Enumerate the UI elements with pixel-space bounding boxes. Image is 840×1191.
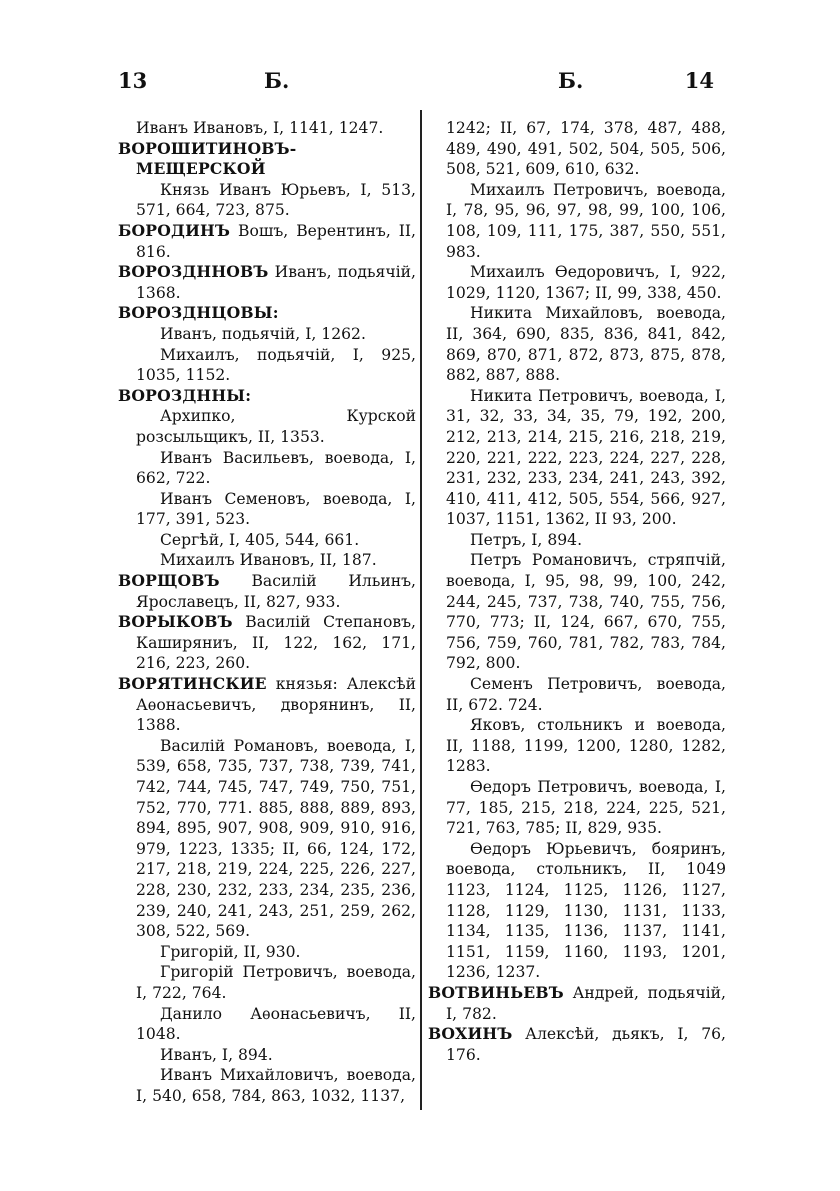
entry-text: Сергѣй, I, 405, 544, 661. xyxy=(160,530,360,549)
page-number-left: 13 xyxy=(118,68,148,93)
entry-headword: ВОРОШИТИНОВЪ-МЕЩЕРСКОЙ xyxy=(118,138,297,179)
entry-text: Григорій Петровичъ, воевода, I, 722, 764. xyxy=(136,963,416,1002)
entry-text: Никита Михайловъ, воевода, II, 364, 690, 835, 836, 841, 842, 869, 870, 871, 872, 873, 875, 878, 882, 887, 888. xyxy=(446,304,726,385)
entry-text: Василій Степановъ, Каширяниъ, II, 122, 162, 171, 216, 223, 260. xyxy=(136,613,416,673)
entry-text: Князь Иванъ Юрьевъ, I, 513, 571, 664, 723, 875. xyxy=(136,180,416,220)
entry-text: 1242; II, 67, 174, 378, 487, 488, 489, 490, 491, 502, 504, 505, 506, 508, 521, 609, 610, 632. xyxy=(446,119,726,179)
index-subentry xyxy=(118,180,416,221)
index-subentry xyxy=(428,180,726,262)
entry-text: Иванъ, подьячій, I, 1262. xyxy=(160,324,366,343)
index-entry xyxy=(118,571,416,612)
entry-text: Андрей, подьячій, I, 782. xyxy=(446,983,726,1023)
index-entry xyxy=(118,262,416,303)
entry-text: Петръ, I, 894. xyxy=(470,530,583,549)
entry-text: князья: Алексѣй Аѳонасьевичъ, дворянинъ, II, 1388. xyxy=(136,675,416,735)
index-subentry xyxy=(428,550,726,674)
entry-text: Ѳедоръ Петровичъ, воевода, I, 77, 185, 215, 218, 224, 225, 521, 721, 763, 785; II, 829, 935. xyxy=(446,778,726,838)
entry-text: Петръ Романовичъ, стряпчій, воевода, I, 95, 98, 99, 100, 242, 244, 245, 737, 738, 740, 755, 756, 770, 773; II, 124, 667, 670, 755, 756, 759, 760, 781, 782, 783, 784, 792, 800. xyxy=(446,551,726,673)
entry-text: Михаилъ Ивановъ, II, 187. xyxy=(160,551,377,570)
index-subentry xyxy=(428,839,726,983)
entry-text: Вошъ, Верентинъ, II, 816. xyxy=(136,221,416,261)
index-entry xyxy=(118,303,416,324)
index-subentry xyxy=(428,303,726,385)
index-subentry xyxy=(428,262,726,303)
index-entry xyxy=(428,983,726,1024)
index-subentry xyxy=(118,550,416,571)
entry-text: Иванъ, I, 894. xyxy=(160,1045,273,1064)
entry-headword: ВОРОЗДННОВЪ xyxy=(118,262,269,282)
entry-text: Иванъ Ивановъ, I, 1141, 1247. xyxy=(136,119,384,137)
entry-text: Семенъ Петровичъ, воевода, II, 672. 724. xyxy=(446,675,726,714)
index-subentry xyxy=(428,715,726,777)
index-subentry xyxy=(118,324,416,345)
index-subentry xyxy=(428,118,726,180)
entry-text: Иванъ Михайловичъ, воевода, I, 540, 658, 784, 863, 1032, 1137, xyxy=(136,1066,416,1105)
entry-text: Никита Петровичъ, воевода, I, 31, 32, 33, 34, 35, 79, 192, 200, 212, 213, 214, 215, 216, 218, 219, 220, 221, 222, 223, 224, 227, 228, 231, 232, 233, 234, 241, 243, 392, 410, 411, 412, 505, 554, 566, 927, 1037, 1151, 1362, II 93, 200. xyxy=(446,386,726,529)
index-entry xyxy=(118,221,416,262)
index-subentry xyxy=(118,1045,416,1066)
index-entry xyxy=(118,386,416,407)
index-subentry xyxy=(428,674,726,715)
entry-text: Данило Аѳонасьевичъ, II, 1048. xyxy=(136,1004,416,1044)
right-column xyxy=(428,118,726,1065)
index-subentry xyxy=(118,530,416,551)
entry-text: Василій Романовъ, воевода, I, 539, 658, 735, 737, 738, 739, 741, 742, 744, 745, 747, 749, 750, 751, 752, 770, 771. 885, 888, 889, 893, 894, 895, 907, 908, 909, 910, 916, 979, 1223, 1335; II, 66, 124, 172, 217, 218, 219, 224, 225, 226, 227, 228, 230, 232, 233, 234, 235, 236, 239, 240, 241, 243, 251, 259, 262, 308, 522, 569. xyxy=(136,736,416,941)
index-subentry xyxy=(118,942,416,963)
index-subentry xyxy=(118,345,416,386)
entry-text: Яковъ, стольникъ и воевода, II, 1188, 1199, 1200, 1280, 1282, 1283. xyxy=(446,716,726,776)
entry-text: Михаилъ, подьячій, I, 925, 1035, 1152. xyxy=(136,345,416,385)
entry-text: Ѳедоръ Юрьевичъ, бояринъ, воевода, стольникъ, II, 1049 1123, 1124, 1125, 1126, 1127, 1128, 1129, 1130, 1131, 1133, 1134, 1135, 1136, 1137, 1141, 1151, 1159, 1160, 1193, 1201, 1236, 1237. xyxy=(446,839,726,982)
entry-text: Григорій, II, 930. xyxy=(160,942,301,961)
index-subentry xyxy=(118,1065,416,1106)
entry-headword: ВОРОЗДННЫ: xyxy=(118,385,252,405)
index-subentry xyxy=(428,386,726,530)
entry-headword: ВОХИНЪ xyxy=(428,1024,513,1044)
index-subentry xyxy=(118,489,416,530)
entry-headword: ВОРЯТИНСКИЕ xyxy=(118,674,267,694)
index-entry xyxy=(118,612,416,674)
index-subentry xyxy=(428,530,726,551)
entry-text: Михаилъ Ѳедоровичъ, I, 922, 1029, 1120, 1367; II, 99, 338, 450. xyxy=(446,263,726,302)
entry-text: Михаилъ Петровичъ, воевода, I, 78, 95, 96, 97, 98, 99, 100, 106, 108, 109, 111, 175, 387, 550, 551, 983. xyxy=(446,180,726,261)
entry-text: Василій Ильинъ, Ярославецъ, II, 827, 933. xyxy=(136,572,416,611)
index-subentry xyxy=(118,736,416,942)
entry-text: Алексѣй, дьякъ, I, 76, 176. xyxy=(446,1025,726,1064)
index-subentry xyxy=(428,777,726,839)
index-entry xyxy=(118,139,416,180)
section-letter-left: Б. xyxy=(264,68,290,93)
entry-text: Иванъ Семеновъ, воевода, I, 177, 391, 523. xyxy=(136,489,416,529)
index-subentry xyxy=(118,118,416,139)
left-column xyxy=(118,118,416,1107)
index-entry xyxy=(428,1024,726,1065)
entry-headword: БОРОДИНЪ xyxy=(118,220,231,240)
entry-text: Иванъ Васильевъ, воевода, I, 662, 722. xyxy=(136,448,416,488)
index-entry xyxy=(118,674,416,736)
column-divider xyxy=(420,110,422,1110)
index-subentry xyxy=(118,1004,416,1045)
page-number-right: 14 xyxy=(684,68,714,93)
index-subentry xyxy=(118,962,416,1003)
page-header xyxy=(118,68,714,100)
index-subentry xyxy=(118,406,416,447)
entry-headword: ВОРЫКОВЪ xyxy=(118,612,233,632)
entry-text: Иванъ, подьячій, 1368. xyxy=(136,263,416,302)
section-letter-right: Б. xyxy=(558,68,584,93)
entry-headword: ВОРОЗДНЦОВЫ: xyxy=(118,303,279,323)
entry-headword: ВОТВИНЬЕВЪ xyxy=(428,982,564,1002)
entry-headword: ВОРЩОВЪ xyxy=(118,571,220,591)
entry-text: Архипко, Курской розсыльщикъ, II, 1353. xyxy=(136,407,416,446)
index-subentry xyxy=(118,448,416,489)
